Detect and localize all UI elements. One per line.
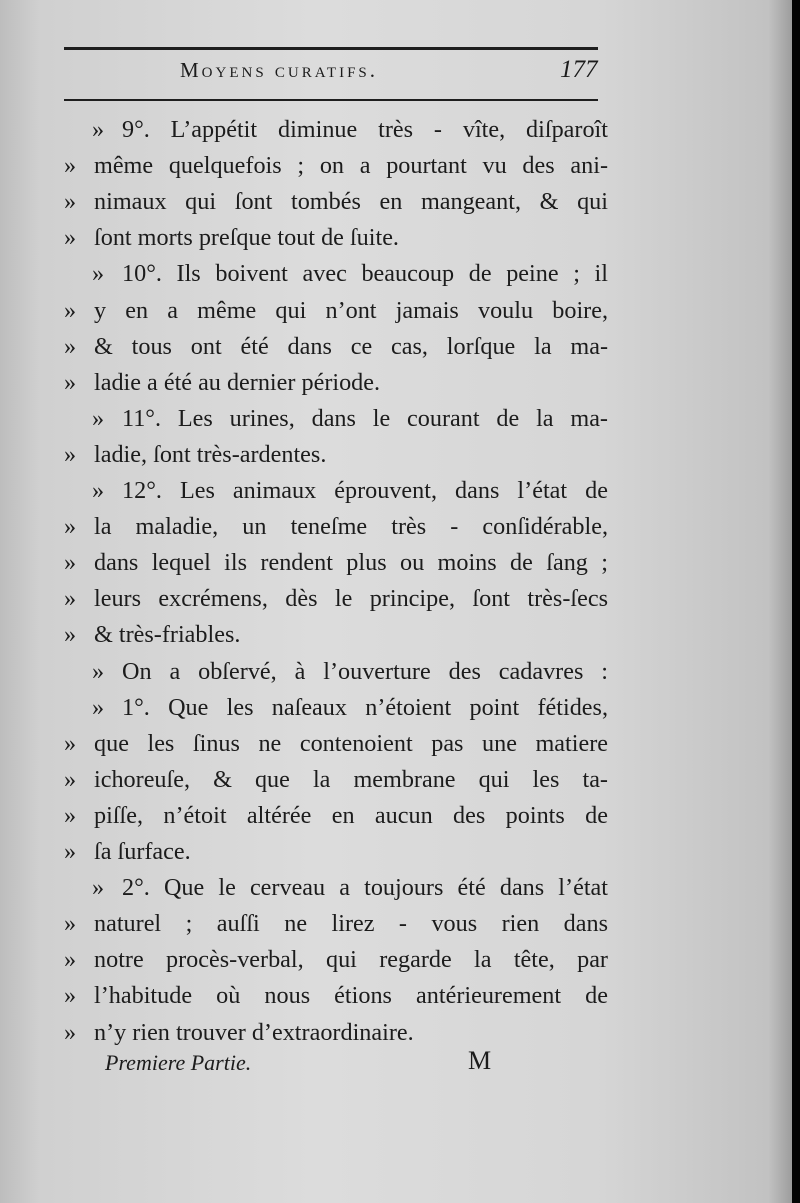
text-line <box>64 834 608 870</box>
quote-mark: » <box>64 729 77 757</box>
text-line <box>64 545 608 581</box>
line-text: ladie a été au dernier période. <box>94 368 381 396</box>
line-text: & tous ont été dans ce cas, lorſque la ma- <box>94 332 608 360</box>
line-text: notre procès-verbal, qui regarde la tête, par <box>94 946 608 974</box>
page-edge-shadow <box>792 0 800 1203</box>
text-line <box>64 329 608 365</box>
quote-mark: » <box>64 224 77 252</box>
quote-mark: » <box>92 874 105 902</box>
text-line <box>64 798 608 834</box>
quote-mark: » <box>64 368 77 396</box>
quote-mark: » <box>64 513 77 541</box>
running-head: Moyens curatifs. <box>180 58 379 82</box>
line-text: ladie, ſont très-ardentes. <box>94 440 327 468</box>
quote-mark: » <box>92 260 105 288</box>
text-line <box>64 726 608 762</box>
quote-mark: » <box>64 801 77 829</box>
text-line <box>64 220 608 256</box>
line-text: On a obſervé, à l’ouverture des cadavres : <box>122 657 608 685</box>
quote-mark: » <box>64 152 77 180</box>
signature-line: Premiere Partie. <box>105 1050 252 1075</box>
quote-mark: » <box>92 116 105 143</box>
line-text: ſont morts preſque tout de ſuite. <box>94 224 399 252</box>
quote-mark: » <box>64 982 77 1010</box>
line-text: la maladie, un teneſme très - conſidérable, <box>94 513 608 541</box>
line-text: ſa ſurface. <box>94 838 191 865</box>
line-text: 9°. L’appétit diminue très - vîte, diſparoît <box>122 116 608 143</box>
text-line <box>64 978 608 1014</box>
line-text: 12°. Les animaux éprouvent, dans l’état de <box>122 477 608 504</box>
text-line <box>64 473 608 509</box>
quote-mark: » <box>92 657 105 685</box>
quote-mark: » <box>92 404 105 432</box>
signature-mark: M <box>468 1046 492 1075</box>
text-line <box>64 112 608 148</box>
quote-mark: » <box>64 838 77 865</box>
quote-mark: » <box>64 549 77 577</box>
header-rule-bottom <box>64 99 598 101</box>
text-line <box>64 906 608 942</box>
quote-mark: » <box>64 440 77 468</box>
line-text: 10°. Ils boivent avec beaucoup de peine ; il <box>122 260 608 288</box>
page-number: 177 <box>560 56 598 83</box>
line-text: & très-friables. <box>94 621 241 649</box>
line-text: naturel ; auſſi ne lirez - vous rien dans <box>94 910 608 938</box>
line-text: leurs excrémens, dès le principe, ſont très-ſecs <box>94 585 608 613</box>
text-line <box>64 617 608 653</box>
quote-mark: » <box>64 621 77 649</box>
text-line <box>64 437 608 473</box>
header-rule-top <box>64 47 598 50</box>
text-line <box>64 365 608 401</box>
quote-mark: » <box>92 693 105 721</box>
line-text: même quelquefois ; on a pourtant vu des ani- <box>94 152 608 180</box>
line-text: y en a même qui n’ont jamais voulu boire, <box>94 296 608 324</box>
quote-mark: » <box>64 1018 77 1046</box>
quote-mark: » <box>64 765 77 793</box>
quote-mark: » <box>92 477 105 504</box>
line-text: dans lequel ils rendent plus ou moins de ſang ; <box>94 549 608 577</box>
quote-mark: » <box>64 188 77 216</box>
quote-mark: » <box>64 946 77 974</box>
line-text: piſſe, n’étoit altérée en aucun des points de <box>94 801 608 829</box>
line-text: nimaux qui ſont tombés en mangeant, & qui <box>94 188 608 216</box>
line-text: 2°. Que le cerveau a toujours été dans l’état <box>122 874 608 902</box>
text-line <box>64 148 608 184</box>
line-text: ichoreuſe, & que la membrane qui les ta- <box>94 765 608 793</box>
quote-mark: » <box>64 332 77 360</box>
text-line <box>64 654 608 690</box>
text-line <box>64 581 608 617</box>
text-line <box>64 762 608 798</box>
quote-mark: » <box>64 296 77 324</box>
line-text: 1°. Que les naſeaux n’étoient point fétides, <box>122 693 608 721</box>
text-line <box>64 293 608 329</box>
text-line <box>64 870 608 906</box>
text-line <box>64 1015 608 1051</box>
line-text: n’y rien trouver d’extraordinaire. <box>94 1018 414 1046</box>
text-line <box>64 509 608 545</box>
quote-mark: » <box>64 585 77 613</box>
text-line <box>64 184 608 220</box>
text-line <box>64 942 608 978</box>
text-line <box>64 401 608 437</box>
line-text: que les ſinus ne contenoient pas une matiere <box>94 729 608 757</box>
quote-mark: » <box>64 910 77 938</box>
line-text: 11°. Les urines, dans le courant de la ma- <box>122 404 608 432</box>
text-line <box>64 690 608 726</box>
line-text: l’habitude où nous étions antérieurement de <box>94 982 608 1010</box>
text-line <box>64 256 608 292</box>
